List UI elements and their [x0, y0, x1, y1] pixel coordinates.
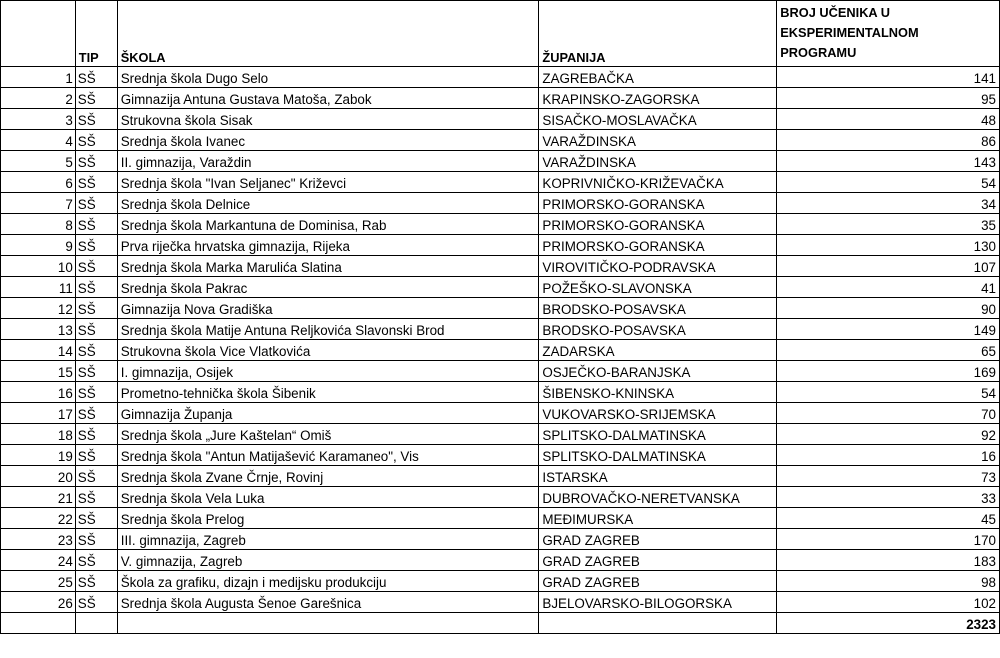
row-number: 13	[1, 319, 76, 340]
row-tip: SŠ	[75, 151, 117, 172]
total-row	[1, 613, 1000, 634]
header-tip: TIP	[75, 1, 117, 67]
row-skola: V. gimnazija, Zagreb	[117, 550, 539, 571]
row-zupanija: ŠIBENSKO-KNINSKA	[539, 382, 777, 403]
row-number: 12	[1, 298, 76, 319]
row-number: 8	[1, 214, 76, 235]
total-empty-cell	[117, 613, 539, 634]
row-skola: Srednja škola Prelog	[117, 508, 539, 529]
row-skola: Srednja škola Matije Antuna Reljkovića Slavonski Brod	[117, 319, 539, 340]
row-zupanija: VARAŽDINSKA	[539, 130, 777, 151]
row-skola: Srednja škola Dugo Selo	[117, 67, 539, 88]
row-skola: Srednja škola "Ivan Seljanec" Križevci	[117, 172, 539, 193]
table-row	[1, 508, 1000, 529]
table-row	[1, 88, 1000, 109]
header-number	[1, 1, 76, 67]
table-row	[1, 382, 1000, 403]
row-zupanija: VARAŽDINSKA	[539, 151, 777, 172]
row-number: 15	[1, 361, 76, 382]
row-skola: Srednja škola Marka Marulića Slatina	[117, 256, 539, 277]
row-tip: SŠ	[75, 277, 117, 298]
row-number: 2	[1, 88, 76, 109]
table-row	[1, 529, 1000, 550]
row-broj: 130	[777, 235, 1000, 256]
row-broj: 45	[777, 508, 1000, 529]
row-tip: SŠ	[75, 424, 117, 445]
row-skola: Škola za grafiku, dizajn i medijsku produkciju	[117, 571, 539, 592]
header-row	[1, 1, 1000, 67]
row-tip: SŠ	[75, 67, 117, 88]
row-broj: 90	[777, 298, 1000, 319]
row-zupanija: BRODSKO-POSAVSKA	[539, 319, 777, 340]
row-tip: SŠ	[75, 592, 117, 613]
row-number: 17	[1, 403, 76, 424]
row-broj: 65	[777, 340, 1000, 361]
row-broj: 48	[777, 109, 1000, 130]
row-tip: SŠ	[75, 487, 117, 508]
table-row	[1, 340, 1000, 361]
row-number: 22	[1, 508, 76, 529]
row-number: 10	[1, 256, 76, 277]
row-tip: SŠ	[75, 214, 117, 235]
row-broj: 92	[777, 424, 1000, 445]
row-skola: Srednja škola Delnice	[117, 193, 539, 214]
row-zupanija: ISTARSKA	[539, 466, 777, 487]
row-skola: Prometno-tehnička škola Šibenik	[117, 382, 539, 403]
row-broj: 34	[777, 193, 1000, 214]
row-zupanija: GRAD ZAGREB	[539, 550, 777, 571]
row-skola: Srednja škola Ivanec	[117, 130, 539, 151]
row-tip: SŠ	[75, 508, 117, 529]
row-tip: SŠ	[75, 340, 117, 361]
row-tip: SŠ	[75, 130, 117, 151]
row-number: 6	[1, 172, 76, 193]
row-tip: SŠ	[75, 256, 117, 277]
row-number: 25	[1, 571, 76, 592]
row-zupanija: PRIMORSKO-GORANSKA	[539, 214, 777, 235]
row-tip: SŠ	[75, 403, 117, 424]
row-tip: SŠ	[75, 172, 117, 193]
header-zupanija: ŽUPANIJA	[539, 1, 777, 67]
table-row	[1, 592, 1000, 613]
row-broj: 149	[777, 319, 1000, 340]
row-zupanija: PRIMORSKO-GORANSKA	[539, 235, 777, 256]
table-row	[1, 403, 1000, 424]
row-number: 1	[1, 67, 76, 88]
row-broj: 16	[777, 445, 1000, 466]
table-row	[1, 193, 1000, 214]
header-skola: ŠKOLA	[117, 1, 539, 67]
table-row	[1, 277, 1000, 298]
row-number: 23	[1, 529, 76, 550]
row-skola: II. gimnazija, Varaždin	[117, 151, 539, 172]
row-skola: III. gimnazija, Zagreb	[117, 529, 539, 550]
table-row	[1, 109, 1000, 130]
row-number: 16	[1, 382, 76, 403]
row-number: 21	[1, 487, 76, 508]
row-number: 19	[1, 445, 76, 466]
row-tip: SŠ	[75, 235, 117, 256]
table-row	[1, 319, 1000, 340]
row-broj: 70	[777, 403, 1000, 424]
row-zupanija: GRAD ZAGREB	[539, 571, 777, 592]
row-broj: 33	[777, 487, 1000, 508]
row-zupanija: MEĐIMURSKA	[539, 508, 777, 529]
row-number: 3	[1, 109, 76, 130]
row-skola: Srednja škola Vela Luka	[117, 487, 539, 508]
row-skola: I. gimnazija, Osijek	[117, 361, 539, 382]
row-broj: 141	[777, 67, 1000, 88]
row-broj: 95	[777, 88, 1000, 109]
row-zupanija: VIROVITIČKO-PODRAVSKA	[539, 256, 777, 277]
table-row	[1, 298, 1000, 319]
row-zupanija: OSJEČKO-BARANJSKA	[539, 361, 777, 382]
row-number: 11	[1, 277, 76, 298]
row-number: 14	[1, 340, 76, 361]
row-broj: 98	[777, 571, 1000, 592]
row-skola: Srednja škola "Antun Matijašević Karamaneo", Vis	[117, 445, 539, 466]
row-number: 24	[1, 550, 76, 571]
row-zupanija: VUKOVARSKO-SRIJEMSKA	[539, 403, 777, 424]
row-tip: SŠ	[75, 382, 117, 403]
row-skola: Prva riječka hrvatska gimnazija, Rijeka	[117, 235, 539, 256]
row-number: 4	[1, 130, 76, 151]
row-tip: SŠ	[75, 298, 117, 319]
row-zupanija: KRAPINSKO-ZAGORSKA	[539, 88, 777, 109]
row-zupanija: BJELOVARSKO-BILOGORSKA	[539, 592, 777, 613]
row-number: 5	[1, 151, 76, 172]
row-number: 18	[1, 424, 76, 445]
row-tip: SŠ	[75, 445, 117, 466]
row-number: 26	[1, 592, 76, 613]
row-broj: 107	[777, 256, 1000, 277]
row-zupanija: SISAČKO-MOSLAVAČKA	[539, 109, 777, 130]
table-row	[1, 256, 1000, 277]
row-skola: Srednja škola Markantuna de Dominisa, Rab	[117, 214, 539, 235]
row-skola: Gimnazija Županja	[117, 403, 539, 424]
row-skola: Strukovna škola Sisak	[117, 109, 539, 130]
table-row	[1, 466, 1000, 487]
row-broj: 54	[777, 382, 1000, 403]
row-tip: SŠ	[75, 550, 117, 571]
row-tip: SŠ	[75, 529, 117, 550]
row-tip: SŠ	[75, 109, 117, 130]
row-tip: SŠ	[75, 571, 117, 592]
row-broj: 54	[777, 172, 1000, 193]
header-broj: BROJ UČENIKA U EKSPERIMENTALNOM PROGRAMU	[777, 1, 1000, 67]
row-number: 20	[1, 466, 76, 487]
row-zupanija: BRODSKO-POSAVSKA	[539, 298, 777, 319]
table-row	[1, 172, 1000, 193]
row-zupanija: SPLITSKO-DALMATINSKA	[539, 424, 777, 445]
table-row	[1, 487, 1000, 508]
row-zupanija: PRIMORSKO-GORANSKA	[539, 193, 777, 214]
row-zupanija: KOPRIVNIČKO-KRIŽEVAČKA	[539, 172, 777, 193]
row-skola: Srednja škola Zvane Črnje, Rovinj	[117, 466, 539, 487]
table-row	[1, 445, 1000, 466]
row-broj: 183	[777, 550, 1000, 571]
table-row	[1, 361, 1000, 382]
row-number: 9	[1, 235, 76, 256]
row-tip: SŠ	[75, 319, 117, 340]
total-empty-cell	[75, 613, 117, 634]
row-skola: Srednja škola „Jure Kaštelan“ Omiš	[117, 424, 539, 445]
row-zupanija: POŽEŠKO-SLAVONSKA	[539, 277, 777, 298]
table-row	[1, 550, 1000, 571]
table-row	[1, 235, 1000, 256]
row-broj: 102	[777, 592, 1000, 613]
row-broj: 86	[777, 130, 1000, 151]
table-row	[1, 130, 1000, 151]
row-tip: SŠ	[75, 193, 117, 214]
row-zupanija: SPLITSKO-DALMATINSKA	[539, 445, 777, 466]
row-zupanija: ZAGREBAČKA	[539, 67, 777, 88]
total-empty-cell	[1, 613, 76, 634]
row-broj: 170	[777, 529, 1000, 550]
row-tip: SŠ	[75, 466, 117, 487]
table-row	[1, 571, 1000, 592]
row-skola: Strukovna škola Vice Vlatkovića	[117, 340, 539, 361]
total-value: 2323	[777, 613, 1000, 634]
row-tip: SŠ	[75, 88, 117, 109]
table-row	[1, 151, 1000, 172]
row-broj: 169	[777, 361, 1000, 382]
row-number: 7	[1, 193, 76, 214]
row-zupanija: ZADARSKA	[539, 340, 777, 361]
row-skola: Srednja škola Augusta Šenoe Garešnica	[117, 592, 539, 613]
table-row	[1, 424, 1000, 445]
total-empty-cell	[539, 613, 777, 634]
row-skola: Srednja škola Pakrac	[117, 277, 539, 298]
row-tip: SŠ	[75, 361, 117, 382]
row-skola: Gimnazija Nova Gradiška	[117, 298, 539, 319]
row-zupanija: GRAD ZAGREB	[539, 529, 777, 550]
row-broj: 73	[777, 466, 1000, 487]
table-row	[1, 67, 1000, 88]
row-broj: 41	[777, 277, 1000, 298]
row-zupanija: DUBROVAČKO-NERETVANSKA	[539, 487, 777, 508]
row-broj: 35	[777, 214, 1000, 235]
table-row	[1, 214, 1000, 235]
row-skola: Gimnazija Antuna Gustava Matoša, Zabok	[117, 88, 539, 109]
row-broj: 143	[777, 151, 1000, 172]
